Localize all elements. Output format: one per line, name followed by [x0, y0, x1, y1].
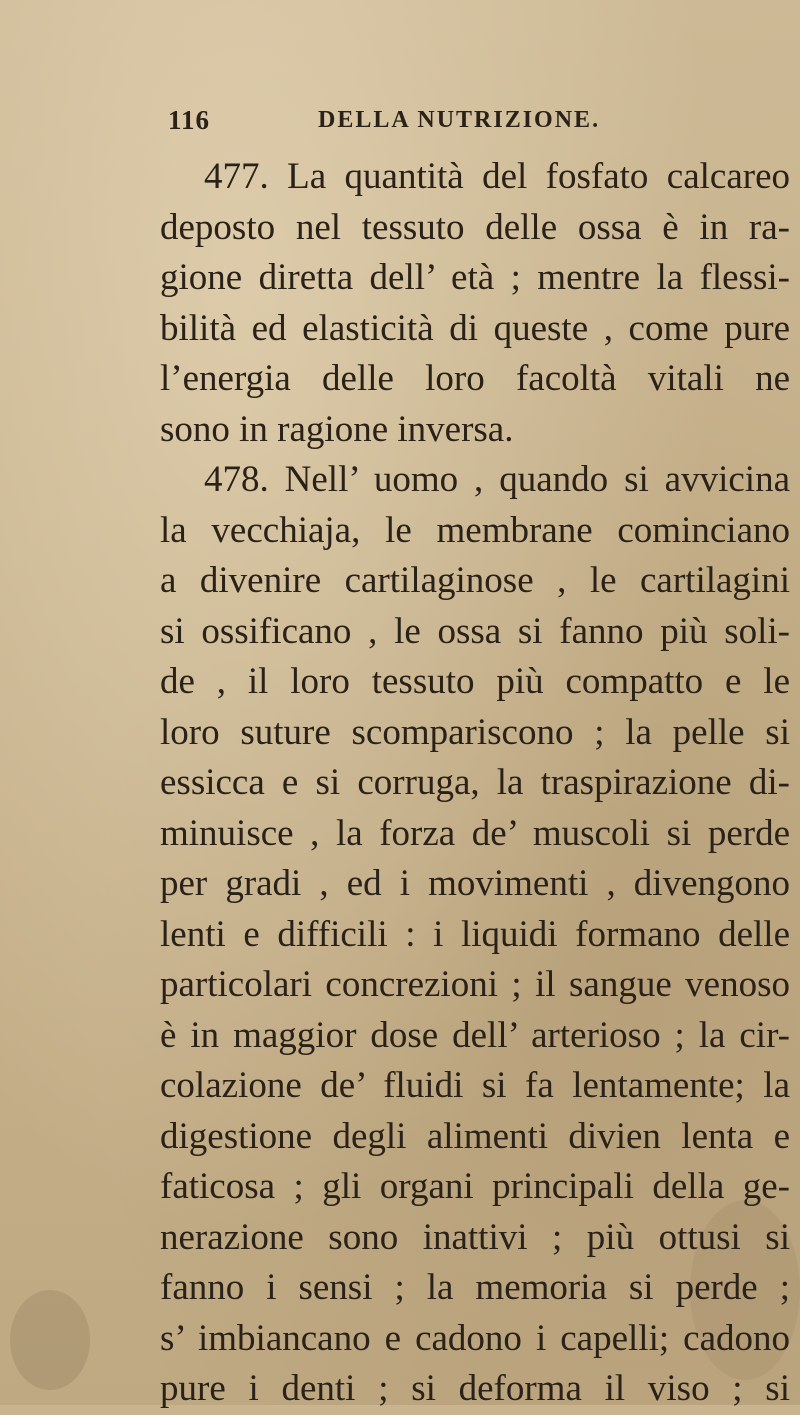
page-header: [168, 100, 638, 140]
text-line: l’energia delle loro facoltà vitali ne: [160, 358, 790, 399]
text-line: fanno i sensi ; la memoria si perde ;: [160, 1267, 790, 1308]
text-line: gione diretta dell’ età ; mentre la flessi-: [160, 257, 790, 298]
text-line: per gradi , ed i movimenti , divengono: [160, 863, 790, 904]
text-line: bilità ed elasticità di queste , come pure: [160, 307, 790, 349]
text-line: loro suture scompariscono ; la pelle si: [160, 711, 790, 753]
text-line: colazione de’ fluidi si fa lentamente; la: [160, 1065, 790, 1106]
text-line: de , il loro tessuto più compatto e le: [160, 661, 790, 702]
text-line: digestione degli alimenti divien lenta e: [160, 1115, 790, 1157]
text-line: faticosa ; gli organi principali della ge-: [160, 1166, 790, 1207]
text-line: nerazione sono inattivi ; più ottusi si: [160, 1216, 790, 1258]
text-line: si ossificano , le ossa si fanno più soli-: [160, 610, 790, 652]
text-line: s’ imbiancano e cadono i capelli; cadono: [160, 1317, 790, 1359]
text-line: pure i denti ; si deforma il viso ; si: [160, 1368, 790, 1409]
text-line: minuisce , la forza de’ muscoli si perde: [160, 812, 790, 854]
running-head: DELLA NUTRIZIONE.: [318, 106, 601, 133]
text-line: lenti e difficili : i liquidi formano delle: [160, 913, 790, 955]
text-line: sono in ragione inversa.: [160, 408, 514, 450]
text-line: a divenire cartilaginose , le cartilagini: [160, 560, 790, 601]
page-number: 116: [168, 104, 211, 135]
text-line: deposto nel tessuto delle ossa è in ra-: [160, 206, 790, 248]
paragraph-478: [160, 455, 790, 1415]
text-line: è in maggior dose dell’ arterioso ; la cir-: [160, 1014, 790, 1056]
text-line: 478. Nell’ uomo , quando si avvicina: [204, 459, 790, 500]
text-line: particolari concrezioni ; il sangue venoso: [160, 964, 790, 1005]
text-line: la vecchiaja, le membrane cominciano: [160, 509, 790, 551]
paragraph-477: [160, 152, 790, 455]
paper-stain: [10, 1290, 90, 1390]
text-line: essicca e si corruga, la traspirazione di-: [160, 762, 790, 803]
body-text: [160, 152, 790, 1415]
text-line: 477. La quantità del fosfato calcareo: [204, 156, 790, 197]
